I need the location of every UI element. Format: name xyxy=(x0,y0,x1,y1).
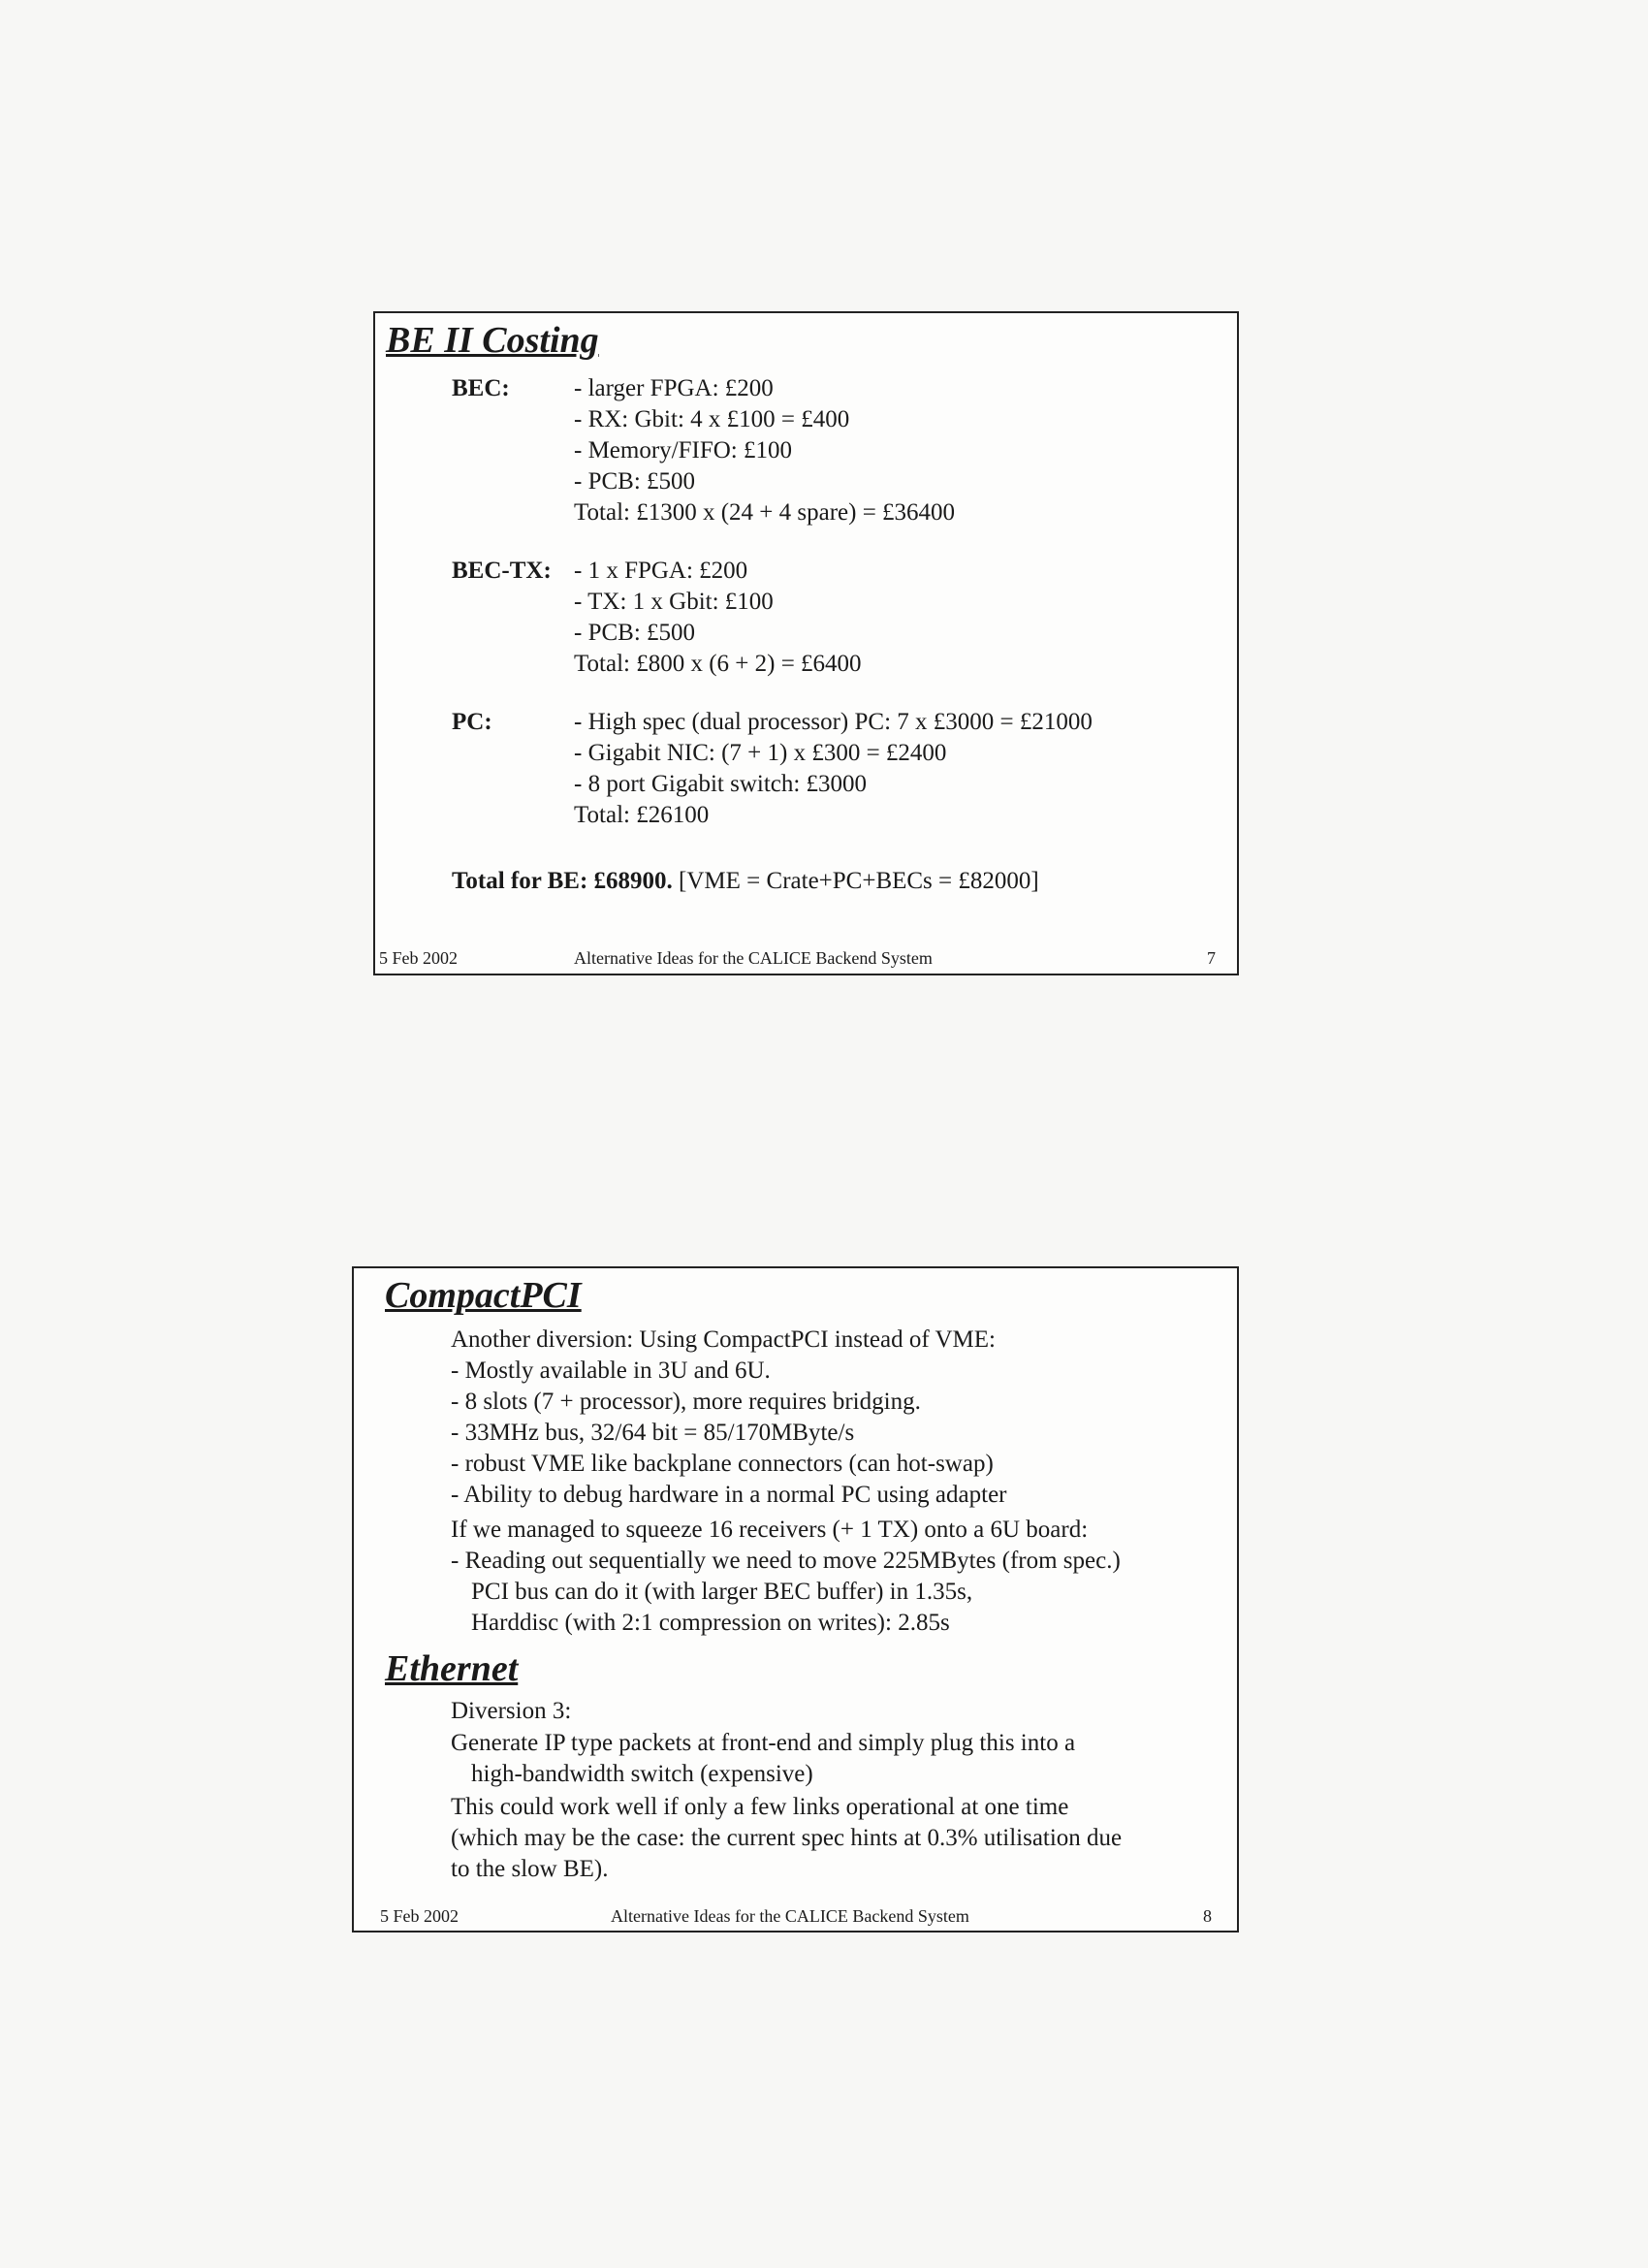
grand-total-vme: [VME = Crate+PC+BECs = £82000] xyxy=(672,868,1039,894)
grand-total-label: Total for BE: £68900. xyxy=(452,868,673,894)
footer-page: 7 xyxy=(1207,948,1216,968)
slide-be-ii-costing xyxy=(373,311,1239,975)
pc-item: - Gigabit NIC: (7 + 1) x £300 = £2400 xyxy=(574,740,947,766)
body-line: Another diversion: Using CompactPCI instead of VME: xyxy=(451,1326,996,1353)
bec-item: - Memory/FIFO: £100 xyxy=(574,437,792,463)
bectx-label: BEC-TX: xyxy=(452,558,552,584)
slide-title: CompactPCI xyxy=(385,1275,582,1316)
body-line: Generate IP type packets at front-end and simply plug this into a xyxy=(451,1730,1076,1756)
footer-date: 5 Feb 2002 xyxy=(380,1906,459,1926)
pc-item: - 8 port Gigabit switch: £3000 xyxy=(574,771,868,797)
bec-item: - PCB: £500 xyxy=(574,468,696,495)
slide-compactpci xyxy=(352,1266,1239,1933)
body-line: PCI bus can do it (with larger BEC buffer) in 1.35s, xyxy=(471,1579,973,1605)
footer-date: 5 Feb 2002 xyxy=(379,948,458,968)
body-line: high-bandwidth switch (expensive) xyxy=(471,1761,813,1787)
body-line: (which may be the case: the current spec hints at 0.3% utilisation due xyxy=(451,1825,1123,1851)
bec-item: - larger FPGA: £200 xyxy=(574,375,774,401)
section-title-ethernet: Ethernet xyxy=(385,1648,519,1689)
body-line: to the slow BE). xyxy=(451,1856,609,1882)
bec-item: - RX: Gbit: 4 x £100 = £400 xyxy=(574,406,850,432)
bec-label: BEC: xyxy=(452,375,510,401)
bectx-item: - 1 x FPGA: £200 xyxy=(574,558,748,584)
footer-title: Alternative Ideas for the CALICE Backend System xyxy=(611,1906,969,1926)
body-line: Diversion 3: xyxy=(451,1698,572,1724)
footer-title: Alternative Ideas for the CALICE Backend System xyxy=(574,948,933,968)
body-line: - 8 slots (7 + processor), more requires bridging. xyxy=(451,1389,921,1415)
body-line: If we managed to squeeze 16 receivers (+ 1 TX) onto a 6U board: xyxy=(451,1517,1089,1543)
bectx-item: - TX: 1 x Gbit: £100 xyxy=(574,589,774,615)
body-line: - Mostly available in 3U and 6U. xyxy=(451,1358,771,1384)
bec-total: Total: £1300 x (24 + 4 spare) = £36400 xyxy=(574,499,956,526)
pc-total: Total: £26100 xyxy=(574,802,710,828)
body-line: Harddisc (with 2:1 compression on writes): 2.85s xyxy=(471,1610,950,1636)
body-line: - Reading out sequentially we need to move 225MBytes (from spec.) xyxy=(451,1548,1121,1574)
bectx-item: - PCB: £500 xyxy=(574,620,696,646)
body-line: - Ability to debug hardware in a normal PC using adapter xyxy=(451,1482,1007,1508)
footer-page: 8 xyxy=(1203,1906,1212,1926)
body-line: - 33MHz bus, 32/64 bit = 85/170MByte/s xyxy=(451,1420,855,1446)
body-line: - robust VME like backplane connectors (can hot-swap) xyxy=(451,1451,994,1477)
pc-item: - High spec (dual processor) PC: 7 x £3000 = £21000 xyxy=(574,709,1093,735)
bectx-total: Total: £800 x (6 + 2) = £6400 xyxy=(574,651,862,677)
slide-title: BE II Costing xyxy=(386,320,599,361)
body-line: This could work well if only a few links operational at one time xyxy=(451,1794,1069,1820)
grand-total xyxy=(452,866,1039,897)
pc-label: PC: xyxy=(452,709,492,735)
